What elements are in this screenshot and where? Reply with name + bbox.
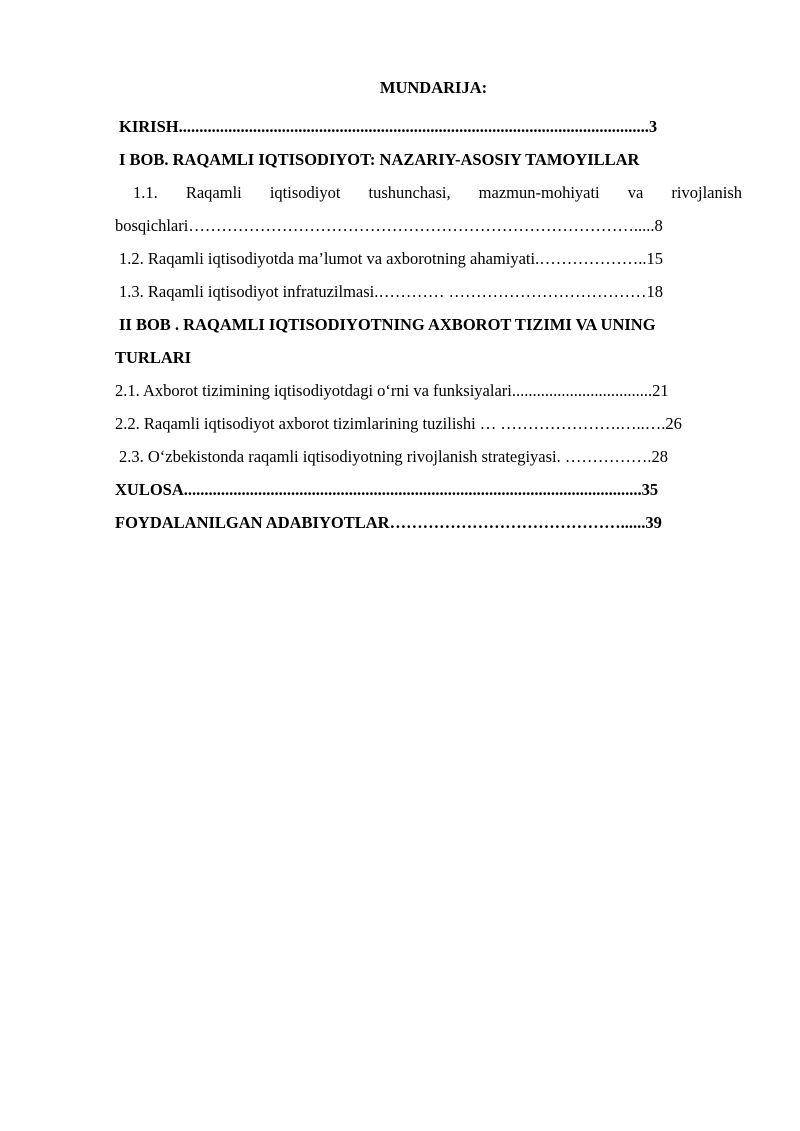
toc-entry-xulosa: XULOSA...............................................................................................................35	[115, 480, 659, 499]
toc-entry-1-3: 1.3. Raqamli iqtisodiyot infratuzilmasi.………… ………………………………18	[119, 282, 664, 301]
toc-chapter-1-heading: I BOB. RAQAMLI IQTISODIYOT: NAZARIY-ASOSIY TAMOYILLAR	[119, 150, 640, 169]
toc-title: MUNDARIJA:	[379, 78, 488, 97]
toc-entry-adabiyotlar: FOYDALANILGAN ADABIYOTLAR……………………………………......39	[115, 513, 662, 532]
table-of-contents	[115, 78, 742, 539]
toc-entry-kirish: KIRISH..................................................................................................................3	[119, 117, 658, 136]
toc-chapter-2-heading-line1: II BOB . RAQAMLI IQTISODIYOTNING AXBOROT TIZIMI VA UNING	[119, 315, 656, 334]
toc-entry-1-1-line1: 1.1. Raqamli iqtisodiyot tushunchasi, mazmun-mohiyati va rivojlanish	[133, 183, 742, 202]
toc-entry-2-2: 2.2. Raqamli iqtisodiyot axborot tizimlarining tuzilishi … ………………….…..….26	[115, 414, 682, 433]
toc-entry-1-2: 1.2. Raqamli iqtisodiyotda ma’lumot va axborotning ahamiyati.………………..15	[119, 249, 663, 268]
toc-chapter-2-heading-line2: TURLARI	[115, 348, 192, 367]
toc-entry-2-3: 2.3. O‘zbekistonda raqamli iqtisodiyotning rivojlanish strategiyasi. …………….28	[119, 447, 669, 466]
toc-entry-1-1-line2: bosqichlari……………………………………………………………………….....8	[115, 216, 663, 235]
toc-entry-2-1: 2.1. Axborot tizimining iqtisodiyotdagi o‘rni va funksiyalari..................................21	[115, 381, 669, 400]
